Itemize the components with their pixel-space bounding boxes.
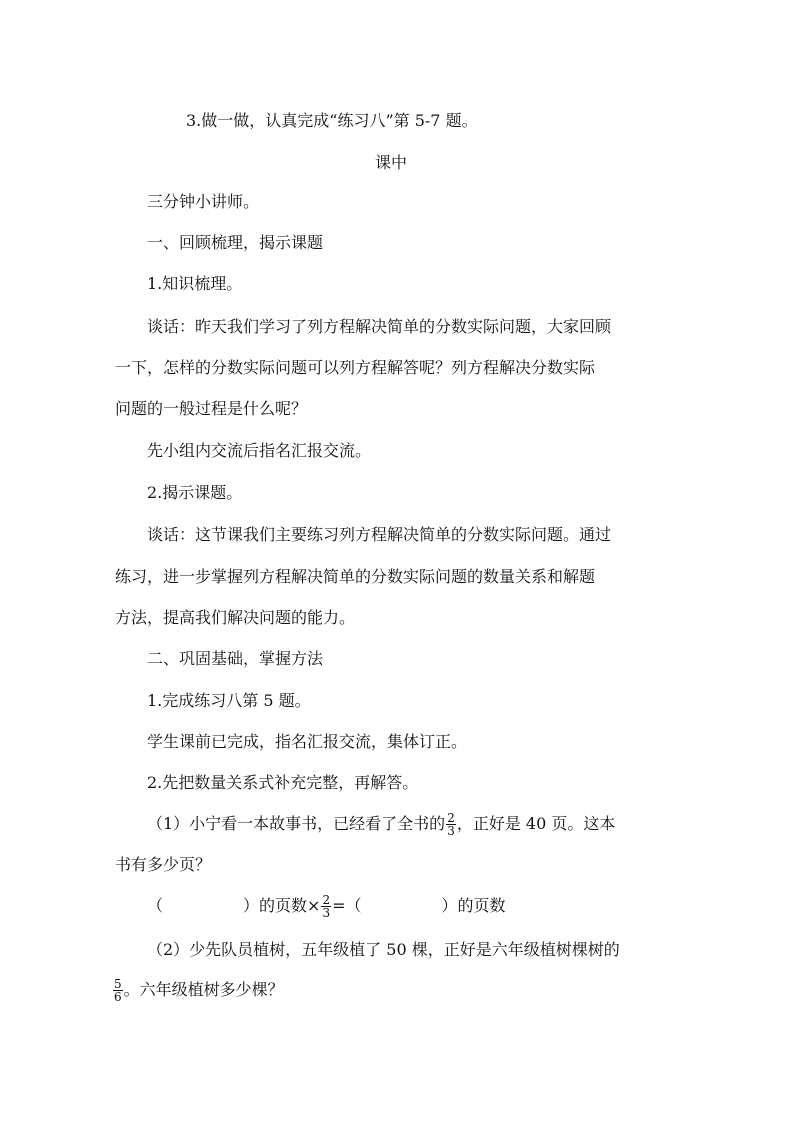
paragraph: 三分钟小讲师。: [147, 192, 260, 211]
fraction-two-thirds: $\frac{2}{3}$: [322, 893, 331, 920]
subsection-title: 2.揭示课题。: [147, 483, 243, 502]
problem-1-text-end: ，正好是 40 页。这本: [456, 814, 616, 833]
problem-1-line: [147, 812, 615, 837]
section-heading: 课中: [375, 153, 408, 172]
paragraph-line: 一下，怎样的分数实际问题可以列方程解答呢？列方程解决分数实际: [115, 358, 596, 377]
problem-1-text: （1）小宁看一本故事书，已经看了全书的: [147, 814, 446, 833]
paragraph: 学生课前已完成，指名汇报交流，集体订正。: [147, 732, 468, 751]
problem-1-continuation: 书有多少页？: [115, 855, 212, 874]
problem-2-line: （2）少先队员植树，五年级植了 50 棵，正好是六年级植树棵树的: [147, 940, 620, 959]
subsection-title: 1.完成练习八第 5 题。: [147, 691, 311, 710]
paragraph-line: 谈话：这节课我们主要练习列方程解决简单的分数实际问题。通过: [147, 525, 612, 544]
subsection-title: 1.知识梳理。: [147, 274, 243, 293]
subsection-title: 2.先把数量关系式补充完整，再解答。: [147, 773, 419, 792]
equation-1: （ ）的页数× $\frac{2}{3}$ =（ ）的页数: [147, 893, 506, 920]
paragraph-line: 方法，提高我们解决问题的能力。: [115, 608, 356, 627]
paragraph-line: 谈话：昨天我们学习了列方程解决简单的分数实际问题，大家回顾: [147, 317, 612, 336]
paragraph: 先小组内交流后指名汇报交流。: [147, 441, 372, 460]
section-title: 一、回顾梳理，揭示课题: [147, 233, 324, 252]
problem-2-continuation: $\frac{5}{6}$ 。六年级植树多少棵？: [114, 977, 284, 1004]
step-3-line: 3.做一做，认真完成“练习八”第 5-7 题。: [186, 111, 478, 130]
fraction-two-thirds: $\frac{2}{3}$: [447, 811, 455, 838]
paragraph-line: 练习，进一步掌握列方程解决简单的分数实际问题的数量关系和解题: [115, 567, 596, 586]
section-title: 二、巩固基础，掌握方法: [147, 649, 324, 668]
paragraph-line: 问题的一般过程是什么呢？: [115, 399, 308, 418]
fraction-five-sixths: $\frac{5}{6}$: [114, 977, 122, 1004]
